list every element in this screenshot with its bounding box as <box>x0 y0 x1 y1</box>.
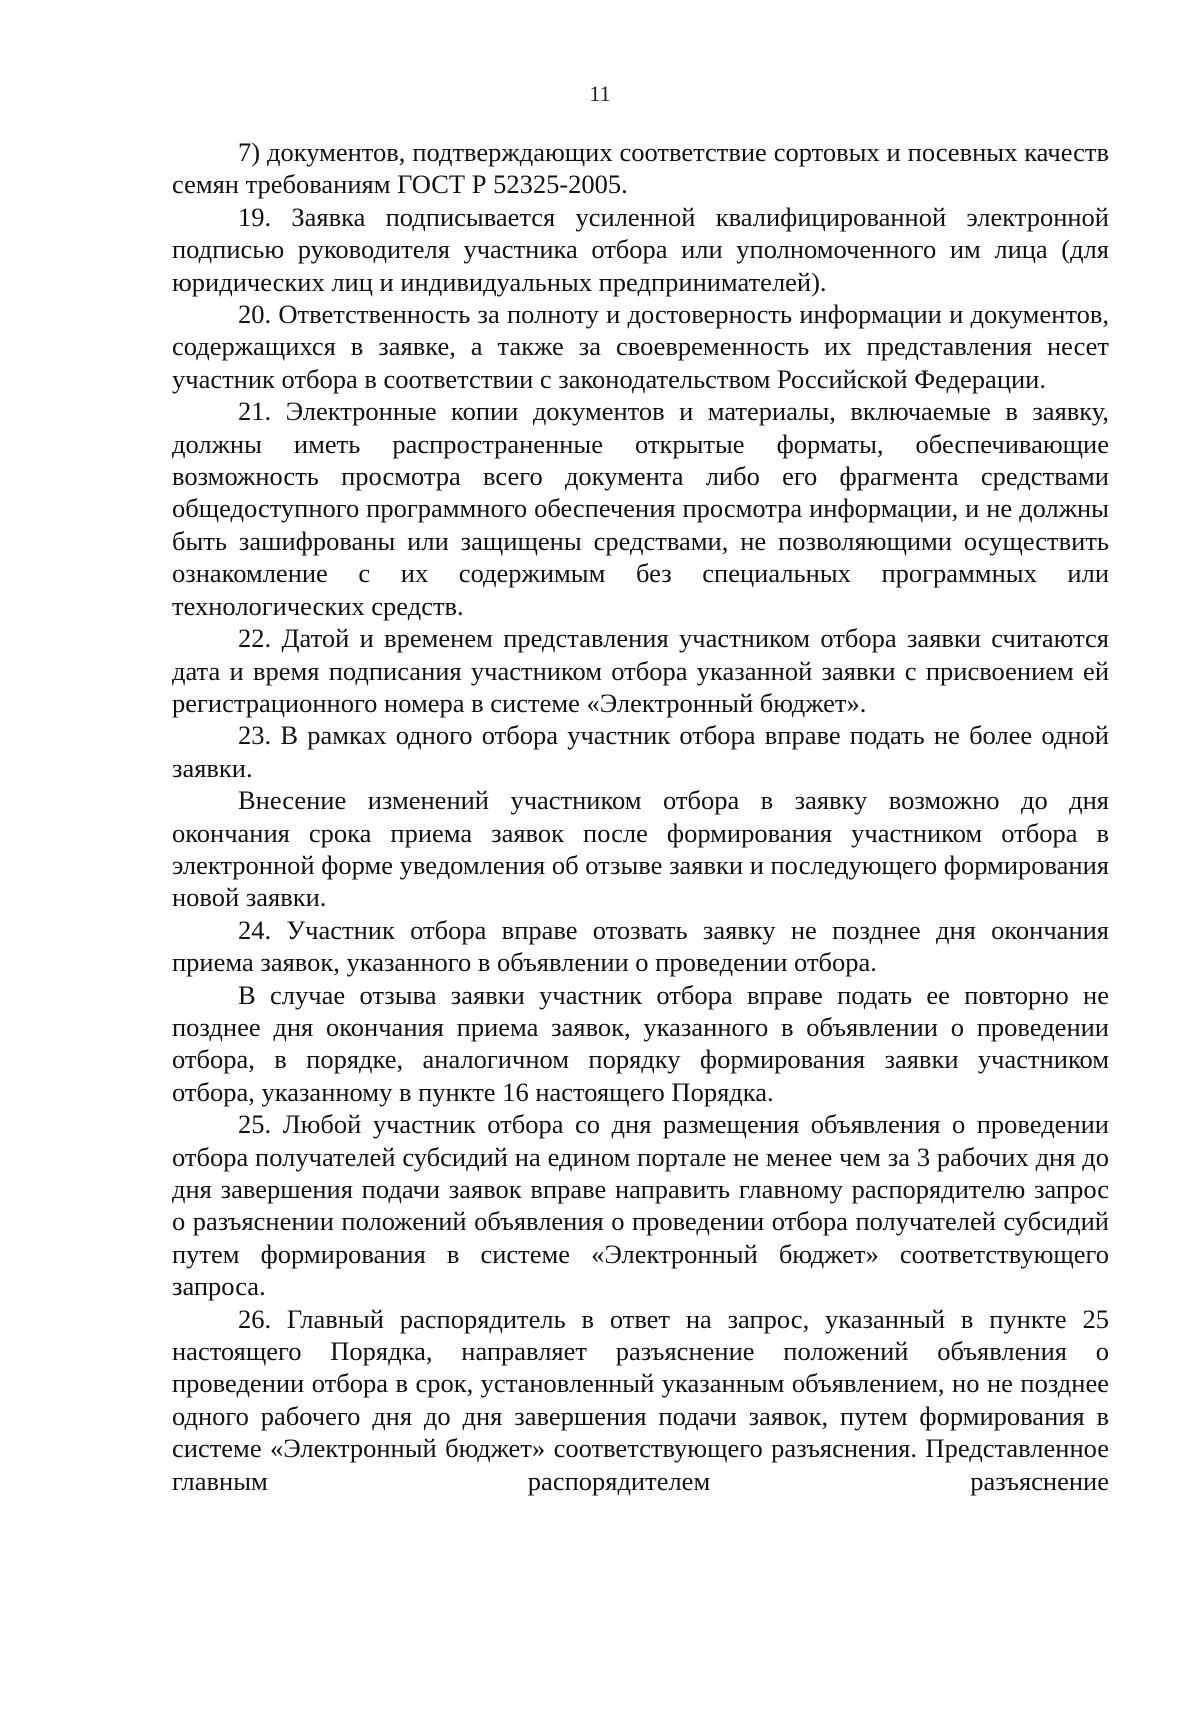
paragraph-21: 21. Электронные копии документов и материалы, включаемые в заявку, должны иметь распространенные открытые форматы, обеспечивающие возможность просмотра всего документа либо его фрагмента средствами общедоступного программного обеспечения просмотра информации, и не должны быть зашифрованы или защищены средствами, не позволяющими осуществить ознакомление с их содержимым без специальных программных или технологических средств. <box>172 396 1109 621</box>
paragraph-24-continuation: В случае отзыва заявки участник отбора вправе подать ее повторно не позднее дня окончания приема заявок, указанного в объявлении о проведении отбора, в порядке, аналогичном порядку формирования заявки участником отбора, указанному в пункте 16 настоящего Порядка. <box>172 979 1109 1107</box>
paragraph-24: 24. Участник отбора вправе отозвать заявку не позднее дня окончания приема заявок, указанного в объявлении о проведении отбора. <box>172 914 1109 978</box>
page-number: 11 <box>589 81 611 106</box>
paragraph-23-continuation: Внесение изменений участником отбора в заявку возможно до дня окончания срока приема заявок после формирования участником отбора в электронной форме уведомления об отзыве заявки и последующего формирования новой заявки. <box>172 785 1109 913</box>
document-body <box>172 136 1109 1497</box>
paragraph-20: 20. Ответственность за полноту и достоверность информации и документов, содержащихся в заявке, а также за своевременность их представления несет участник отбора в соответствии с законодательством Российской Федерации. <box>172 299 1109 394</box>
paragraph-26: 26. Главный распорядитель в ответ на запрос, указанный в пункте 25 настоящего Порядка, направляет разъяснение положений объявления о проведении отбора в срок, установленный указанным объявлением, но не позднее одного рабочего дня до дня завершения подачи заявок, путем формирования в системе «Электронный бюджет» соответствующего разъяснения. Представленное главным распорядителем разъяснение <box>172 1303 1109 1496</box>
paragraph-25: 25. Любой участник отбора со дня размещения объявления о проведении отбора получателей субсидий на едином портале не менее чем за 3 рабочих дня до дня завершения подачи заявок вправе направить главному распорядителю запрос о разъяснении положений объявления о проведении отбора получателей субсидий путем формирования в системе «Электронный бюджет» соответствующего запроса. <box>172 1109 1109 1302</box>
paragraph-23: 23. В рамках одного отбора участник отбора вправе подать не более одной заявки. <box>172 720 1109 783</box>
paragraph-19: 19. Заявка подписывается усиленной квалифицированной электронной подписью руководителя участника отбора или уполномоченного им лица (для юридических лиц и индивидуальных предпринимателей). <box>172 201 1109 297</box>
paragraph-22: 22. Датой и временем представления участником отбора заявки считаются дата и время подписания участником отбора указанной заявки с присвоением ей регистрационного номера в системе «Электронный бюджет». <box>172 623 1109 718</box>
paragraph-item-7: 7) документов, подтверждающих соответствие сортовых и посевных качеств семян требованиям ГОСТ Р 52325-2005. <box>172 137 1109 200</box>
